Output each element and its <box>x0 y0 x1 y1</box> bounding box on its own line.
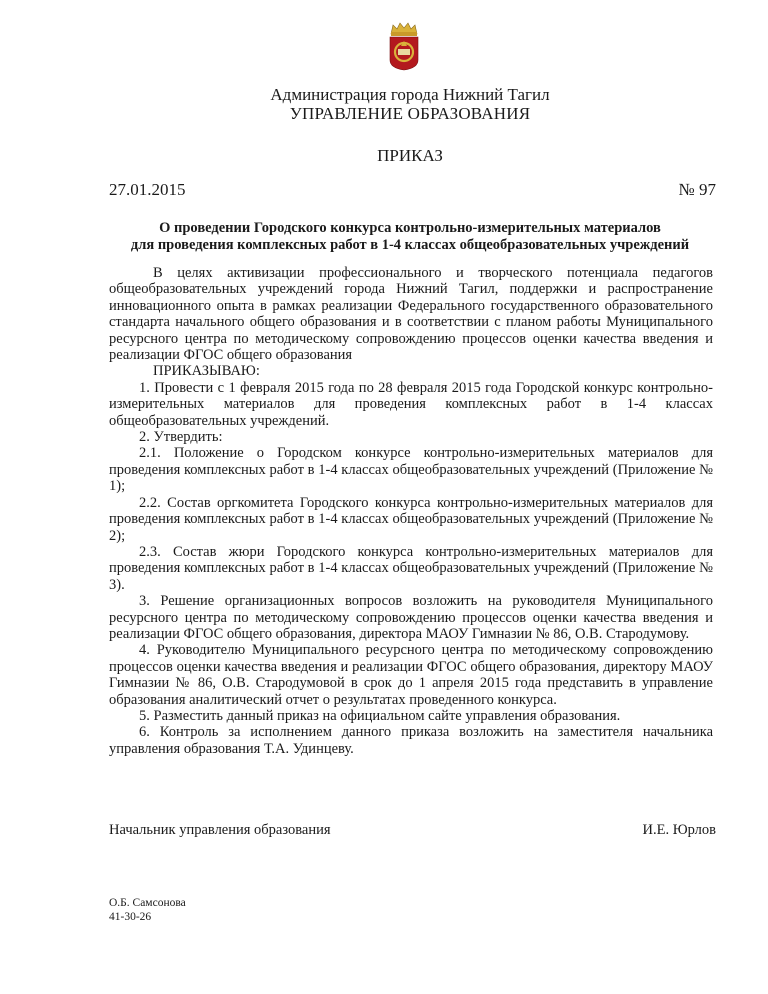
order-item: 2. Утвердить: <box>139 429 223 446</box>
executor-phone: 41-30-26 <box>109 911 152 923</box>
order-word: ПРИКАЗЫВАЮ: <box>153 363 260 380</box>
signatory-name: И.Е. Юрлов <box>642 822 716 838</box>
preamble-paragraph: В целях активизации профессионального и творческого потенциала педагогов общеобразовательных учреждений города Нижний Тагил, поддержки и распространение инновационного опыта в рамках реализации Федерального государственного образовательного стандарта начального общего образования и в соответствии с планом работы Муниципального ресурсного центра по методическому сопровождению процессов оценки качества введения и реализации ФГОС общего образования <box>109 265 713 364</box>
executor-block <box>109 896 186 924</box>
order-item: 6. Контроль за исполнением данного приказа возложить на заместителя начальника управления образования Т.А. Удинцеву. <box>109 724 713 757</box>
order-item: 3. Решение организационных вопросов возложить на руководителя Муниципального ресурсного центра по методическому сопровождению процессов оценки качества введения и реализации ФГОС общего образования, директора МАОУ Гимназии № 86, О.В. Стародумову. <box>109 593 713 642</box>
organization-name: Администрация города Нижний Тагил <box>270 85 550 104</box>
title-line-2: для проведения комплексных работ в 1-4 классах общеобразовательных учреждений <box>130 237 690 253</box>
order-item: 2.2. Состав оргкомитета Городского конкурса контрольно-измерительных материалов для проведения комплексных работ в 1-4 классах общеобразовательных учреждений (Приложение № 2); <box>109 494 713 544</box>
order-item: 5. Разместить данный приказ на официальном сайте управления образования. <box>139 707 621 724</box>
document-number: № 97 <box>678 180 716 199</box>
document-date: 27.01.2015 <box>109 180 186 199</box>
document-title <box>100 220 720 254</box>
executor-name: О.Б. Самсонова <box>109 897 186 909</box>
document-body <box>109 265 713 757</box>
order-item: 2.3. Состав жюри Городского конкурса контрольно-измерительных материалов для проведения комплексных работ в 1-4 классах общеобразовательных учреждений (Приложение № 3). <box>109 543 713 593</box>
order-item: 1. Провести с 1 февраля 2015 года по 28 февраля 2015 года Городской конкурс контрольно-измерительных материалов для проведения комплексных работ в 1-4 классах общеобразовательных учреждений. <box>109 379 713 429</box>
document-type: ПРИКАЗ <box>377 146 443 165</box>
order-item: 2.1. Положение о Городском конкурсе контрольно-измерительных материалов для проведения комплексных работ в 1-4 классах общеобразовательных учреждений (Приложение № 1); <box>109 445 713 495</box>
order-item: 4. Руководителю Муниципального ресурсного центра по методическому сопровождению процессов оценки качества введения и реализации ФГОС общего образования, директору МАОУ Гимназии № 86, О.В. Стародумовой в срок до 1 апреля 2015 года представить в управление образования аналитический отчет о результатах проведенного конкурса. <box>109 642 713 708</box>
signatory-position: Начальник управления образования <box>109 822 331 838</box>
coat-of-arms-icon <box>384 20 424 72</box>
department-name: УПРАВЛЕНИЕ ОБРАЗОВАНИЯ <box>289 104 531 123</box>
title-line-1: О проведении Городского конкурса контрольно-измерительных материалов <box>159 220 661 236</box>
